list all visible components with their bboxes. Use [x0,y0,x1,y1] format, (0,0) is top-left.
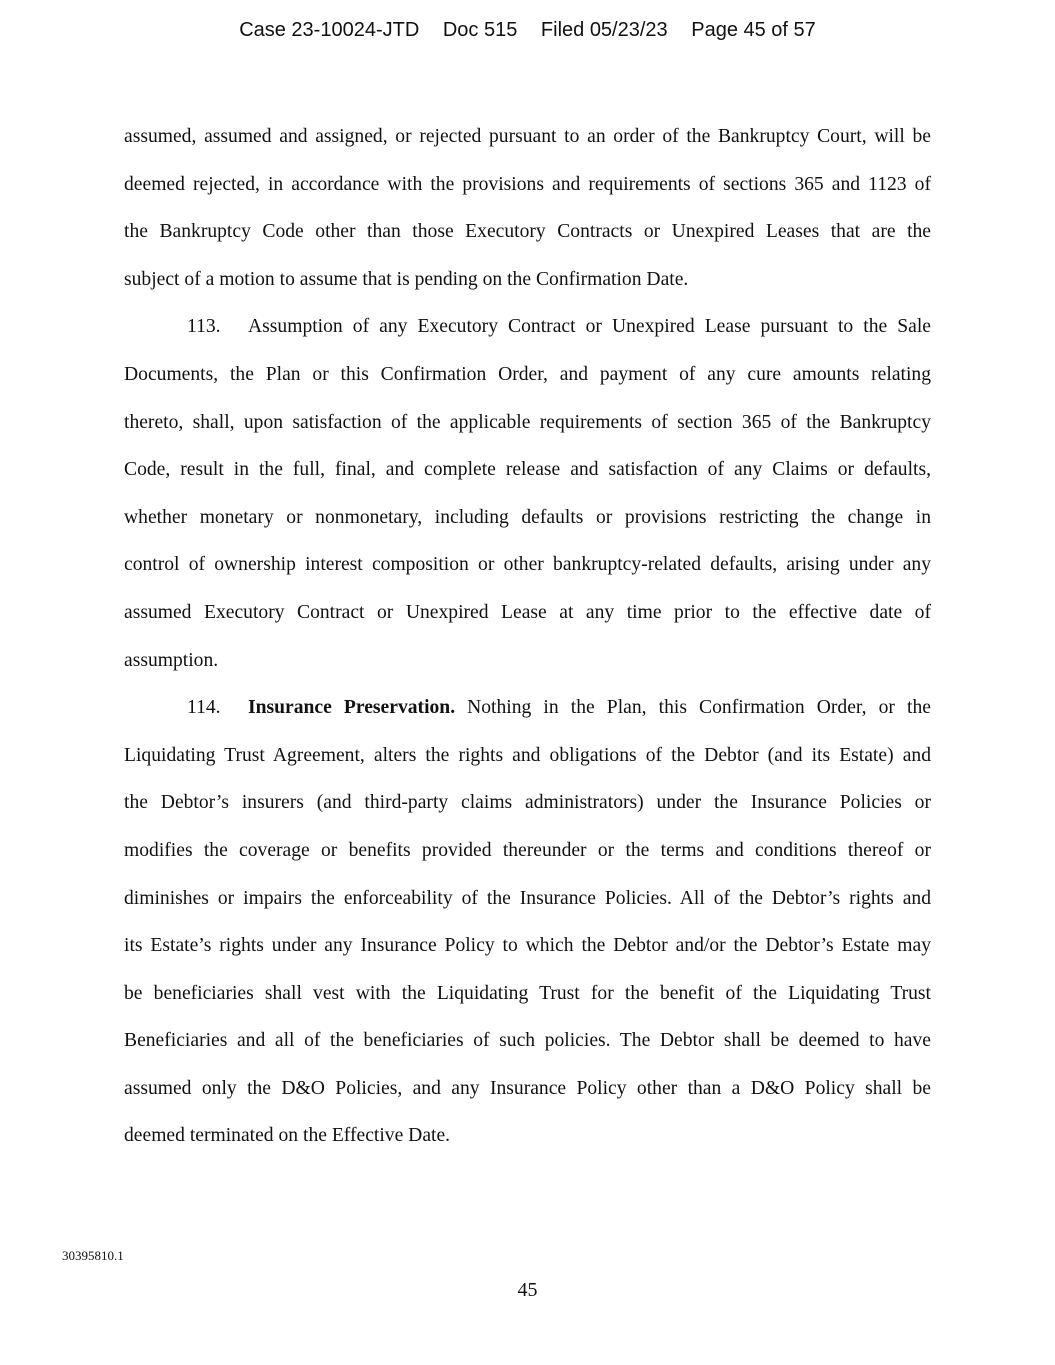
text-line: diminishes or impairs the enforceability of the Insurance Policies. All of the Debtor’s rights and [124,887,931,909]
text-line: deemed rejected, in accordance with the provisions and requirements of sections 365 and 1123 of [124,173,931,195]
text-line [124,303,931,351]
paragraph-113 [124,303,931,684]
case-header [0,19,1055,42]
text-line: the Bankruptcy Code other than those Executory Contracts or Unexpired Leases that are the [124,221,931,243]
filed-date: Filed 05/23/23 [540,19,668,41]
text-line: deemed terminated on the Effective Date. [124,1125,451,1147]
text-line: the Debtor’s insurers (and third-party claims administrators) under the Insurance Policies or [124,792,931,814]
text-line [124,684,931,732]
line-text: Nothing in the Plan, this Confirmation Order, or the [467,697,931,719]
text-line: modifies the coverage or benefits provided thereunder or the terms and conditions thereof or [124,839,931,861]
paragraph-number: 113. [187,316,221,338]
text-line: assumed only the D&O Policies, and any Insurance Policy other than a D&O Policy shall be [124,1077,931,1099]
paragraph-heading: Insurance Preservation. [248,697,456,719]
text-line: assumed, assumed and assigned, or rejected pursuant to an order of the Bankruptcy Court, will be [124,126,931,147]
document-body [124,113,931,1160]
text-line: Code, result in the full, final, and complete release and satisfaction of any Claims or defaults, [124,459,931,481]
doc-number: Doc 515 [442,19,518,41]
text-line: subject of a motion to assume that is pending on the Confirmation Date. [124,268,689,290]
text-line: Beneficiaries and all of the beneficiaries of such policies. The Debtor shall be deemed to have [124,1030,931,1052]
page-number: 45 [517,1279,538,1301]
text-line: control of ownership interest composition or other bankruptcy-related defaults, arising under any [124,554,931,576]
paragraph [124,113,931,303]
document-id: 30395810.1 [62,1248,124,1263]
text-line: thereto, shall, upon satisfaction of the applicable requirements of section 365 of the Bankruptcy [124,411,931,433]
text-line: Liquidating Trust Agreement, alters the rights and obligations of the Debtor (and its Estate) and [124,744,931,766]
text-line: be beneficiaries shall vest with the Liquidating Trust for the benefit of the Liquidating Trust [124,982,931,1004]
line-text: Assumption of any Executory Contract or Unexpired Lease pursuant to the Sale [248,316,931,338]
text-line: Documents, the Plan or this Confirmation Order, and payment of any cure amounts relating [124,363,931,385]
case-number: Case 23-10024-JTD [239,19,420,41]
text-line: its Estate’s rights under any Insurance Policy to which the Debtor and/or the Debtor’s Estate may [124,935,931,957]
paragraph-114 [124,684,931,1160]
text-line: assumed Executory Contract or Unexpired Lease at any time prior to the effective date of [124,601,931,623]
paragraph-number: 114. [187,697,221,719]
page-of: Page 45 of 57 [691,19,816,41]
text-line: whether monetary or nonmonetary, including defaults or provisions restricting the change in [124,506,931,528]
text-line: assumption. [124,649,219,671]
